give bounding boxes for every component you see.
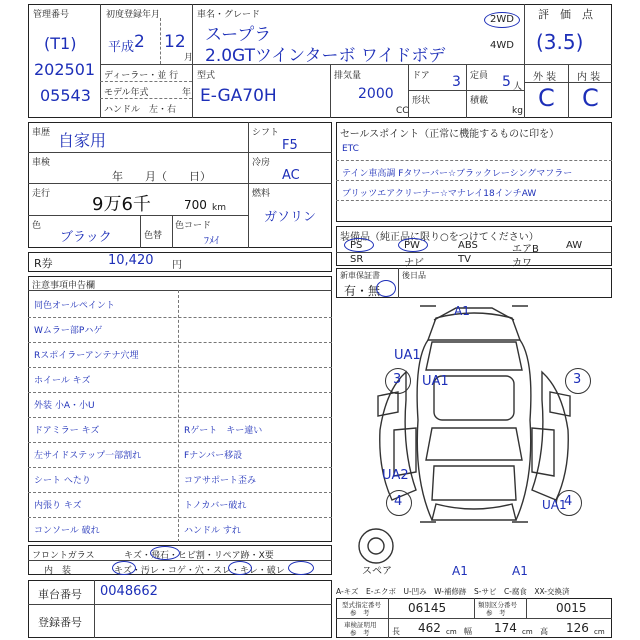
- damage-mark: A1: [454, 304, 470, 318]
- equipment-item: エアB: [512, 244, 539, 255]
- hei-label: 高: [540, 627, 548, 636]
- model-year-unit: 年: [182, 88, 192, 98]
- divider: [100, 98, 192, 99]
- divider: [28, 317, 332, 318]
- divider: [248, 122, 249, 248]
- sales-title: セールスポイント（正常に機能するものに印を）: [340, 129, 560, 140]
- note-left-item: Rスポイラーアンテナ穴埋: [34, 351, 139, 361]
- equipment-item: TV: [458, 254, 471, 265]
- divider: [94, 580, 95, 638]
- type-spec-label: 型式指定番号: [342, 601, 381, 609]
- equipment-title: 装備品（純正品に限り○をつけてください）: [340, 232, 539, 243]
- cm-unit-2: cm: [522, 628, 533, 636]
- note-right-item: トノカバー破れ: [184, 501, 247, 511]
- divider: [28, 467, 332, 468]
- mileage-extra: 700: [184, 198, 207, 212]
- note-right-item: コアサポート歪み: [184, 476, 257, 486]
- warranty-value: 有・無: [344, 284, 381, 298]
- cert-label: 車検証明用: [344, 621, 377, 629]
- divider: [388, 598, 389, 638]
- damage-mark: 3: [573, 372, 582, 387]
- note-left-item: コンソール 破れ: [34, 526, 100, 536]
- reg-month: 12: [164, 32, 186, 52]
- class-label: 類別区分番号: [478, 601, 517, 609]
- int-grade: C: [582, 84, 599, 112]
- sales-item-1: ETC: [342, 144, 359, 154]
- color-code-label: 色コード: [175, 221, 212, 231]
- int-label: 内 装: [577, 72, 601, 83]
- divider: [336, 200, 612, 201]
- fuel-label: 燃料: [252, 189, 271, 199]
- mgmt-no2: 05543: [40, 86, 91, 105]
- note-left-item: ドアミラー キズ: [34, 426, 100, 436]
- divider: [28, 367, 332, 368]
- capacity-label: 定員: [470, 71, 489, 81]
- note-right-item: Rゲート キー違い: [184, 426, 263, 436]
- capacity-value: 5: [502, 74, 511, 90]
- spare-label: スペア: [362, 566, 392, 577]
- drive-2wd: 2WD: [490, 14, 514, 25]
- ext-label: 外 装: [533, 72, 557, 83]
- era: 平成: [108, 40, 135, 55]
- car-diagram: [336, 300, 612, 582]
- equipment-item: ナビ: [404, 258, 424, 269]
- note-right-item: ハンドル すれ: [184, 526, 241, 536]
- cm-unit-1: cm: [446, 628, 457, 636]
- type-label: 型式: [197, 71, 216, 81]
- shape-label: 形状: [412, 96, 431, 106]
- length-value: 462: [418, 621, 441, 635]
- note-left-item: Wムラー部Pハゲ: [34, 326, 103, 336]
- eval-score: (3.5): [536, 30, 584, 54]
- equipment-item: ABS: [458, 240, 478, 251]
- divider: [160, 18, 161, 64]
- height-value: 126: [566, 621, 589, 635]
- month-unit: 月: [184, 53, 194, 63]
- note-right-item: Fナンバー移設: [184, 451, 243, 461]
- divider: [172, 215, 173, 248]
- divider: [336, 618, 612, 619]
- note-left-item: 左サイドステップ一部割れ: [34, 451, 142, 461]
- door-label: ドア: [412, 71, 430, 81]
- damage-mark: A1: [452, 564, 468, 578]
- note-left-item: 外装 小A・小U: [34, 401, 95, 411]
- chassis-label: 車台番号: [38, 588, 82, 601]
- kg-unit: kg: [512, 106, 523, 116]
- front-glass-value: キズ・飛石・ヒビ割・リペア跡・X要: [124, 551, 274, 561]
- door-value: 3: [452, 74, 461, 90]
- damage-mark: UA1: [422, 374, 449, 389]
- divider: [28, 442, 332, 443]
- width-value: 174: [494, 621, 517, 635]
- divider: [28, 342, 332, 343]
- damage-mark: UA1: [394, 348, 421, 363]
- damage-mark: 4: [564, 494, 573, 509]
- sales-item-2: テイン車高調 Fタワーバー☆ブラックレーシングマフラー: [342, 169, 573, 179]
- damage-mark: UA2: [382, 468, 409, 483]
- divider: [178, 290, 179, 542]
- divider: [28, 492, 332, 493]
- note-left-item: ホイール キズ: [34, 376, 91, 386]
- divider: [100, 4, 101, 118]
- equipment-item: カワ: [512, 258, 532, 269]
- equipment-circle: [398, 238, 428, 252]
- color-change-label: 色替: [144, 231, 163, 241]
- type-spec-value: 06145: [408, 601, 447, 615]
- damage-mark: 4: [394, 494, 403, 509]
- len-label: 長: [392, 627, 400, 636]
- divider: [28, 152, 248, 153]
- wid-label: 幅: [464, 627, 472, 636]
- ext-grade: C: [538, 84, 555, 112]
- car-outline-svg: [336, 300, 612, 582]
- dealer-label: ディーラー・並 行: [104, 71, 179, 81]
- divider: [524, 4, 525, 118]
- eval-label: 評 価 点: [538, 8, 593, 21]
- divider: [474, 598, 475, 618]
- damage-mark: UA1: [542, 498, 567, 512]
- warranty-circle: [376, 280, 396, 297]
- drive-4wd: 4WD: [490, 40, 514, 51]
- color-code-value: ﾌﾒｲ: [204, 236, 219, 247]
- grade: 2.0GTツインターボ ワイドボデ: [205, 46, 446, 66]
- divider: [408, 90, 524, 91]
- divider: [336, 160, 612, 161]
- divider: [526, 598, 527, 618]
- inspection-label: 車検: [32, 158, 51, 168]
- damage-mark: 3: [393, 372, 402, 387]
- divider: [28, 517, 332, 518]
- mileage-value: 9万6千: [92, 194, 151, 215]
- warranty-label: 新車保証書: [340, 271, 380, 280]
- divider: [100, 81, 192, 82]
- class-value: 0015: [556, 601, 587, 615]
- divider: [140, 215, 141, 248]
- equipment-item: PW: [404, 240, 420, 251]
- km-unit: km: [212, 203, 226, 213]
- reg-year: 2: [134, 32, 145, 52]
- capacity-unit: 人: [513, 82, 523, 92]
- ref-label-2: 参 考: [486, 609, 506, 617]
- reg-label: 登録番号: [38, 616, 82, 629]
- cc-unit: CC: [396, 106, 409, 116]
- load-label: 積載: [470, 96, 489, 106]
- note-left-item: 内張り キズ: [34, 501, 82, 511]
- ref-label-3: 参 考: [350, 629, 370, 637]
- after-label: 後日品: [402, 271, 426, 280]
- notes-title: 注意事項申告欄: [32, 281, 96, 291]
- divider: [28, 417, 332, 418]
- mileage-label: 走行: [32, 189, 51, 199]
- equipment-item: SR: [350, 254, 364, 265]
- note-left-item: シート へたり: [34, 476, 91, 486]
- note-left-item: 同色オールペイント: [34, 301, 115, 311]
- sales-item-3: ブリッツエアクリーナー☆マナレイ18インチAW: [342, 189, 537, 199]
- recycle-value: 10,420: [108, 253, 154, 268]
- divider: [330, 64, 331, 118]
- damage-mark: A1: [512, 564, 528, 578]
- interior-value: キズ・汚レ・コゲ・穴・スレ・キレ・破レ: [114, 566, 285, 576]
- front-glass-label: フロントガラス: [32, 551, 95, 561]
- yen-unit: 円: [172, 260, 182, 271]
- ac-label: 冷房: [252, 158, 271, 168]
- mgmt-no1: 202501: [34, 60, 96, 79]
- color-label: 色: [32, 221, 42, 231]
- interior-label: 内 装: [44, 566, 72, 576]
- divider: [336, 180, 612, 181]
- interior-circle-3: [288, 561, 314, 575]
- mgmt-prefix: (T1): [44, 34, 77, 53]
- carname-label: 車名・グレード: [197, 10, 261, 20]
- mgmt-label: 管理番号: [33, 10, 70, 20]
- first-reg-label: 初度登録年月: [106, 10, 161, 20]
- chassis-no: 0048662: [100, 584, 158, 599]
- displacement-label: 排気量: [334, 71, 362, 81]
- interior-circle-2: [228, 561, 252, 575]
- divider: [466, 64, 467, 118]
- shift-label: シフト: [252, 128, 280, 138]
- usage-label: 車歴: [32, 128, 51, 138]
- equipment-circle: [344, 238, 374, 252]
- handle-label: ハンドル 左・右: [104, 105, 177, 115]
- color-value: ブラック: [60, 230, 112, 245]
- model-year-label: モデル年式: [104, 88, 149, 98]
- divider: [28, 604, 332, 605]
- usage-value: 自家用: [58, 131, 107, 150]
- ref-label: 参 考: [350, 609, 370, 617]
- carname: スープラ: [205, 25, 272, 45]
- divider: [568, 64, 569, 118]
- equipment-item: AW: [566, 240, 583, 251]
- recycle-label: R券: [34, 257, 53, 270]
- damage-legend: A-キズ E-エクボ U-凹み W-補修跡 S-サビ C-腐食 XX-交換済: [336, 587, 570, 596]
- type-value: E-GA70H: [200, 86, 277, 106]
- divider: [336, 252, 612, 253]
- fuel-value: ガソリン: [264, 210, 317, 225]
- inspection-text: 年 月（ 日）: [112, 170, 211, 183]
- equipment-item: PS: [350, 240, 363, 251]
- divider: [398, 268, 399, 298]
- divider: [28, 392, 332, 393]
- displacement: 2000: [358, 86, 394, 102]
- ac-value: AC: [282, 168, 300, 183]
- shift-value: F5: [282, 138, 298, 153]
- cm-unit-3: cm: [594, 628, 605, 636]
- glass-circle: [150, 546, 180, 560]
- interior-circle-1: [112, 561, 136, 575]
